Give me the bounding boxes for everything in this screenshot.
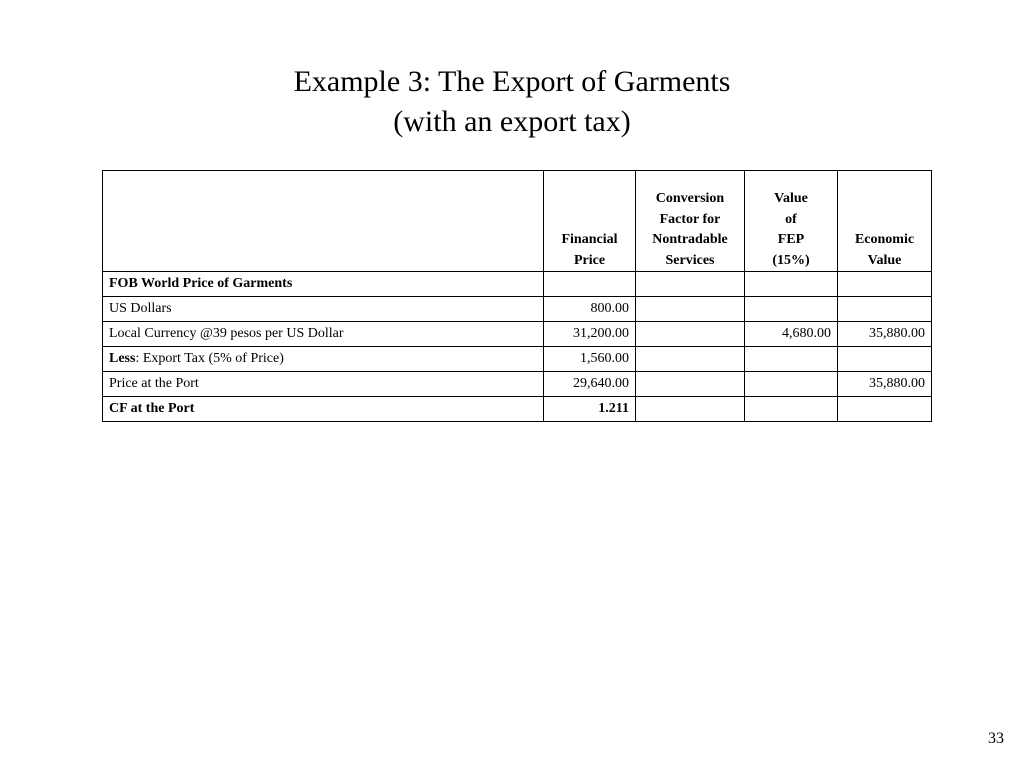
conversion-factor-cell: [636, 272, 745, 297]
financial-price-cell: 29,640.00: [544, 372, 636, 397]
table-row-fob-world-price: [103, 272, 932, 297]
financial-price-cell: 800.00: [544, 297, 636, 322]
table-row-cf-at-port: [103, 397, 932, 422]
header-financial-price: [544, 171, 636, 272]
page-number: 33: [988, 730, 1004, 747]
header-conversion-line-3: Nontradable: [652, 232, 728, 247]
row-label: FOB World Price of Garments: [103, 272, 544, 297]
row-label: Price at the Port: [103, 372, 544, 397]
header-economic-value-line-2: Value: [867, 252, 902, 268]
slide-title-line-1: Example 3: The Export of Garments: [293, 65, 731, 98]
economic-value-cell: [838, 397, 932, 422]
value-fep-cell: 4,680.00: [745, 322, 838, 347]
header-financial-price-line-1: Financial: [561, 232, 618, 247]
row-label: CF at the Port: [103, 397, 544, 422]
header-economic-value: [838, 171, 932, 272]
conversion-factor-cell: [636, 372, 745, 397]
table-row-export-tax: [103, 347, 932, 372]
conversion-factor-cell: [636, 297, 745, 322]
value-fep-cell: [745, 347, 838, 372]
row-label-bold-prefix: Less: [109, 351, 136, 366]
row-label: US Dollars: [103, 297, 544, 322]
economic-analysis-table: [102, 170, 932, 422]
row-label: : Export Tax (5% of Price): [135, 351, 284, 366]
table-row-us-dollars: [103, 297, 932, 322]
table-row-local-currency: [103, 322, 932, 347]
value-fep-cell: [745, 272, 838, 297]
slide-title-line-2: (with an export tax): [393, 105, 631, 138]
header-financial-price-line-2: Price: [573, 252, 606, 268]
header-conversion-line-4: Services: [665, 252, 715, 268]
financial-price-cell: 1,560.00: [544, 347, 636, 372]
table-row-price-at-port: [103, 372, 932, 397]
value-fep-cell: [745, 397, 838, 422]
financial-price-cell: 1.211: [544, 397, 636, 422]
conversion-factor-cell: [636, 322, 745, 347]
header-conversion-line-2: Factor for: [659, 211, 721, 227]
economic-value-cell: [838, 297, 932, 322]
economic-value-cell: 35,880.00: [838, 372, 932, 397]
header-conversion-factor: [636, 171, 745, 272]
slide-title: [0, 62, 1024, 142]
header-value-fep-line-1: Value: [774, 191, 808, 206]
financial-price-cell: [544, 272, 636, 297]
header-conversion-line-1: Conversion: [655, 191, 725, 206]
economic-value-cell: 35,880.00: [838, 322, 932, 347]
economic-value-cell: [838, 347, 932, 372]
row-label-cell: [103, 347, 544, 372]
header-value-fep-line-2: of: [785, 211, 797, 227]
conversion-factor-cell: [636, 347, 745, 372]
value-fep-cell: [745, 297, 838, 322]
value-fep-cell: [745, 372, 838, 397]
row-label: Local Currency @39 pesos per US Dollar: [103, 322, 544, 347]
header-value-fep-line-3: FEP: [777, 232, 805, 247]
conversion-factor-cell: [636, 397, 745, 422]
economic-value-cell: [838, 272, 932, 297]
header-value-fep: [745, 171, 838, 272]
header-value-fep-line-4: (15%): [772, 252, 810, 268]
financial-price-cell: 31,200.00: [544, 322, 636, 347]
header-economic-value-line-1: Economic: [854, 232, 915, 247]
table-header-row: [103, 171, 932, 272]
header-label: [103, 171, 544, 272]
